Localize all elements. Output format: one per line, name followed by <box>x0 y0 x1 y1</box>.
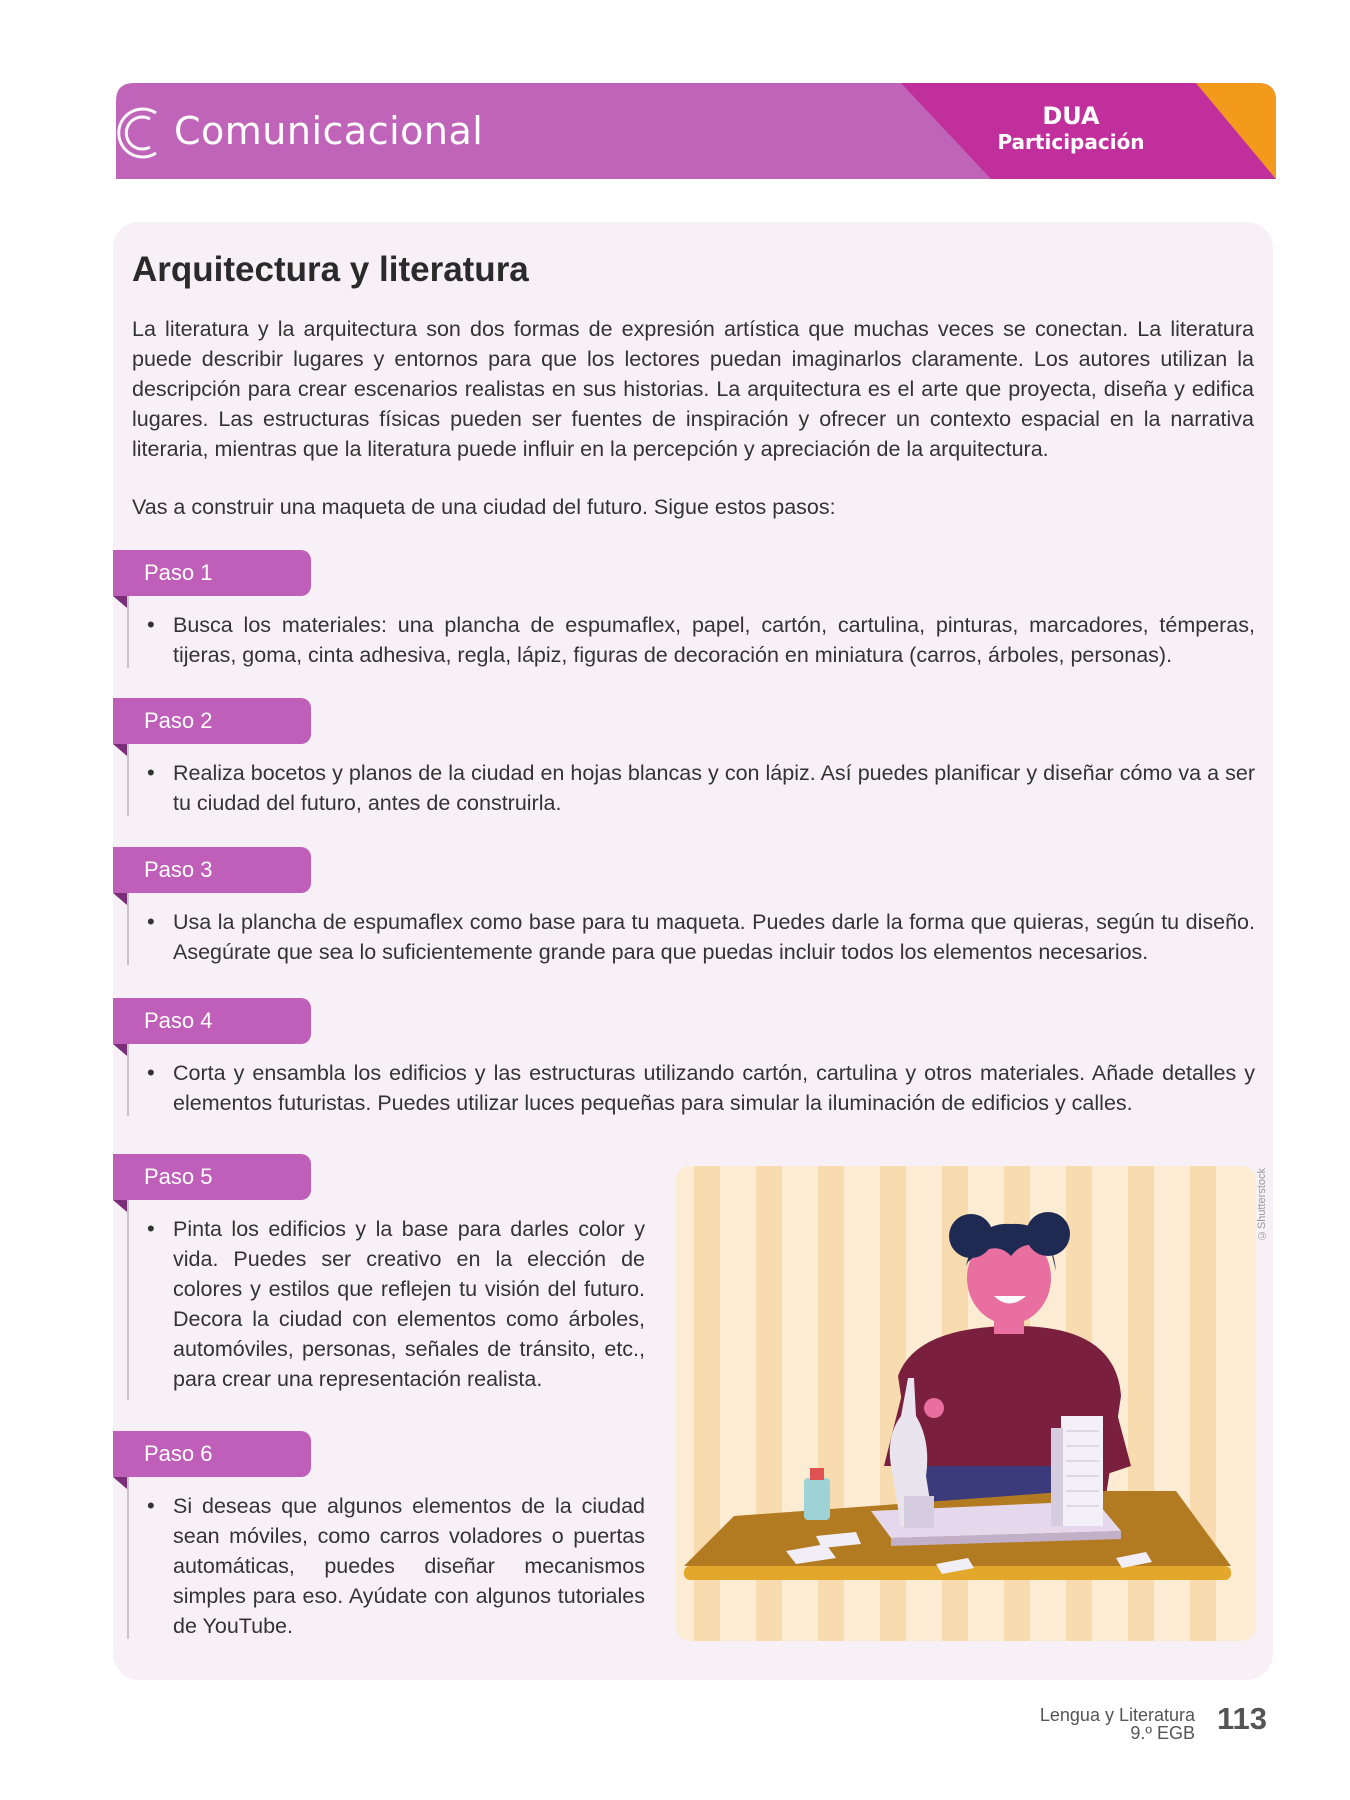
image-credit: ©Shutterstock <box>1256 1168 1268 1242</box>
step-6-label: Paso 6 <box>113 1431 311 1477</box>
step-6-text: • Si deseas que algunos elementos de la ciudad sean móviles, como carros voladores o puertas automáticas, puedes diseñar mecanismos simples para eso. Ayúdate con algunos tutoriales de YouTube. <box>145 1491 645 1641</box>
step-divider-line <box>127 1200 129 1400</box>
subject-name: Lengua y Literatura <box>1039 1705 1195 1725</box>
page-title: Arquitectura y literatura <box>132 250 529 289</box>
step-tab-fold <box>113 744 127 756</box>
step-3-list <box>145 907 1255 967</box>
step-1-label: Paso 1 <box>113 550 311 596</box>
dua-subtitle: Participación <box>997 130 1145 154</box>
step-4-list <box>145 1058 1255 1118</box>
step-5-text: • Pinta los edificios y la base para darles color y vida. Puedes ser creativo en la elección de colores y estilos que reflejen tu visión del futuro. Decora la ciudad con elementos como árboles, automóviles, personas, señales de tránsito, etc., para crear una representación realista. <box>145 1214 645 1394</box>
step-1-list <box>145 610 1255 670</box>
section-title: Comunicacional <box>174 109 484 153</box>
lead-paragraph: Vas a construir una maqueta de una ciudad del futuro. Sigue estos pasos: <box>132 495 836 519</box>
step-divider-line <box>127 893 129 965</box>
section-banner <box>116 83 1276 179</box>
step-divider-line <box>127 744 129 816</box>
step-1-text: • Busca los materiales: una plancha de espumaflex, papel, cartón, cartulina, pinturas, marcadores, témperas, tijeras, goma, cinta adhesiva, regla, lápiz, figuras de decoración en miniatura (carros, árboles, personas). <box>145 610 1255 670</box>
step-tab-fold <box>113 893 127 905</box>
intro-paragraph: La literatura y la arquitectura son dos formas de expresión artística que muchas veces se conectan. La literatura puede describir lugares y entornos para que los lectores puedan imaginarlos claramente. Los autores utilizan la descripción para crear escenarios realistas en sus historias. La arquitectura es el arte que proyecta, diseña y edifica lugares. Las estructuras físicas pueden ser fuentes de inspiración y ofrecer un contexto espacial en la narrativa literaria, mientras que la literatura puede influir en la percepción y apreciación de la arquitectura. <box>132 317 1254 461</box>
step-4-label: Paso 4 <box>113 998 311 1044</box>
step-tab-fold <box>113 1044 127 1056</box>
grade-label: 9.º EGB <box>1130 1723 1195 1743</box>
footer-subject <box>1040 1706 1195 1742</box>
girl-building-model-illustration <box>676 1166 1256 1641</box>
step-divider-line <box>127 596 129 668</box>
step-2-label: Paso 2 <box>113 698 311 744</box>
step-tab-fold <box>113 1477 127 1489</box>
step-4-text: • Corta y ensambla los edificios y las estructuras utilizando cartón, cartulina y otros materiales. Añade detalles y elementos futuristas. Puedes utilizar luces pequeñas para simular la iluminación de edificios y calles. <box>145 1058 1255 1118</box>
step-2-list <box>145 758 1255 818</box>
page-number: 113 <box>1216 1701 1267 1736</box>
step-divider-line <box>127 1044 129 1116</box>
dua-title: DUA <box>1042 102 1100 130</box>
step-2-text: • Realiza bocetos y planos de la ciudad en hojas blancas y con lápiz. Así puedes planificar y diseñar cómo va a ser tu ciudad del futuro, antes de construirla. <box>145 758 1255 818</box>
step-6-list <box>145 1491 645 1641</box>
step-3-label: Paso 3 <box>113 847 311 893</box>
step-divider-line <box>127 1477 129 1639</box>
step-5-label: Paso 5 <box>113 1154 311 1200</box>
step-3-text: • Usa la plancha de espumaflex como base para tu maqueta. Puedes darle la forma que quieras, según tu diseño. Asegúrate que sea lo suficientemente grande para que puedas incluir todos los elementos necesarios. <box>145 907 1255 967</box>
dua-badge <box>996 103 1146 155</box>
step-tab-fold <box>113 596 127 608</box>
step-tab-fold <box>113 1200 127 1212</box>
step-5-list <box>145 1214 645 1394</box>
